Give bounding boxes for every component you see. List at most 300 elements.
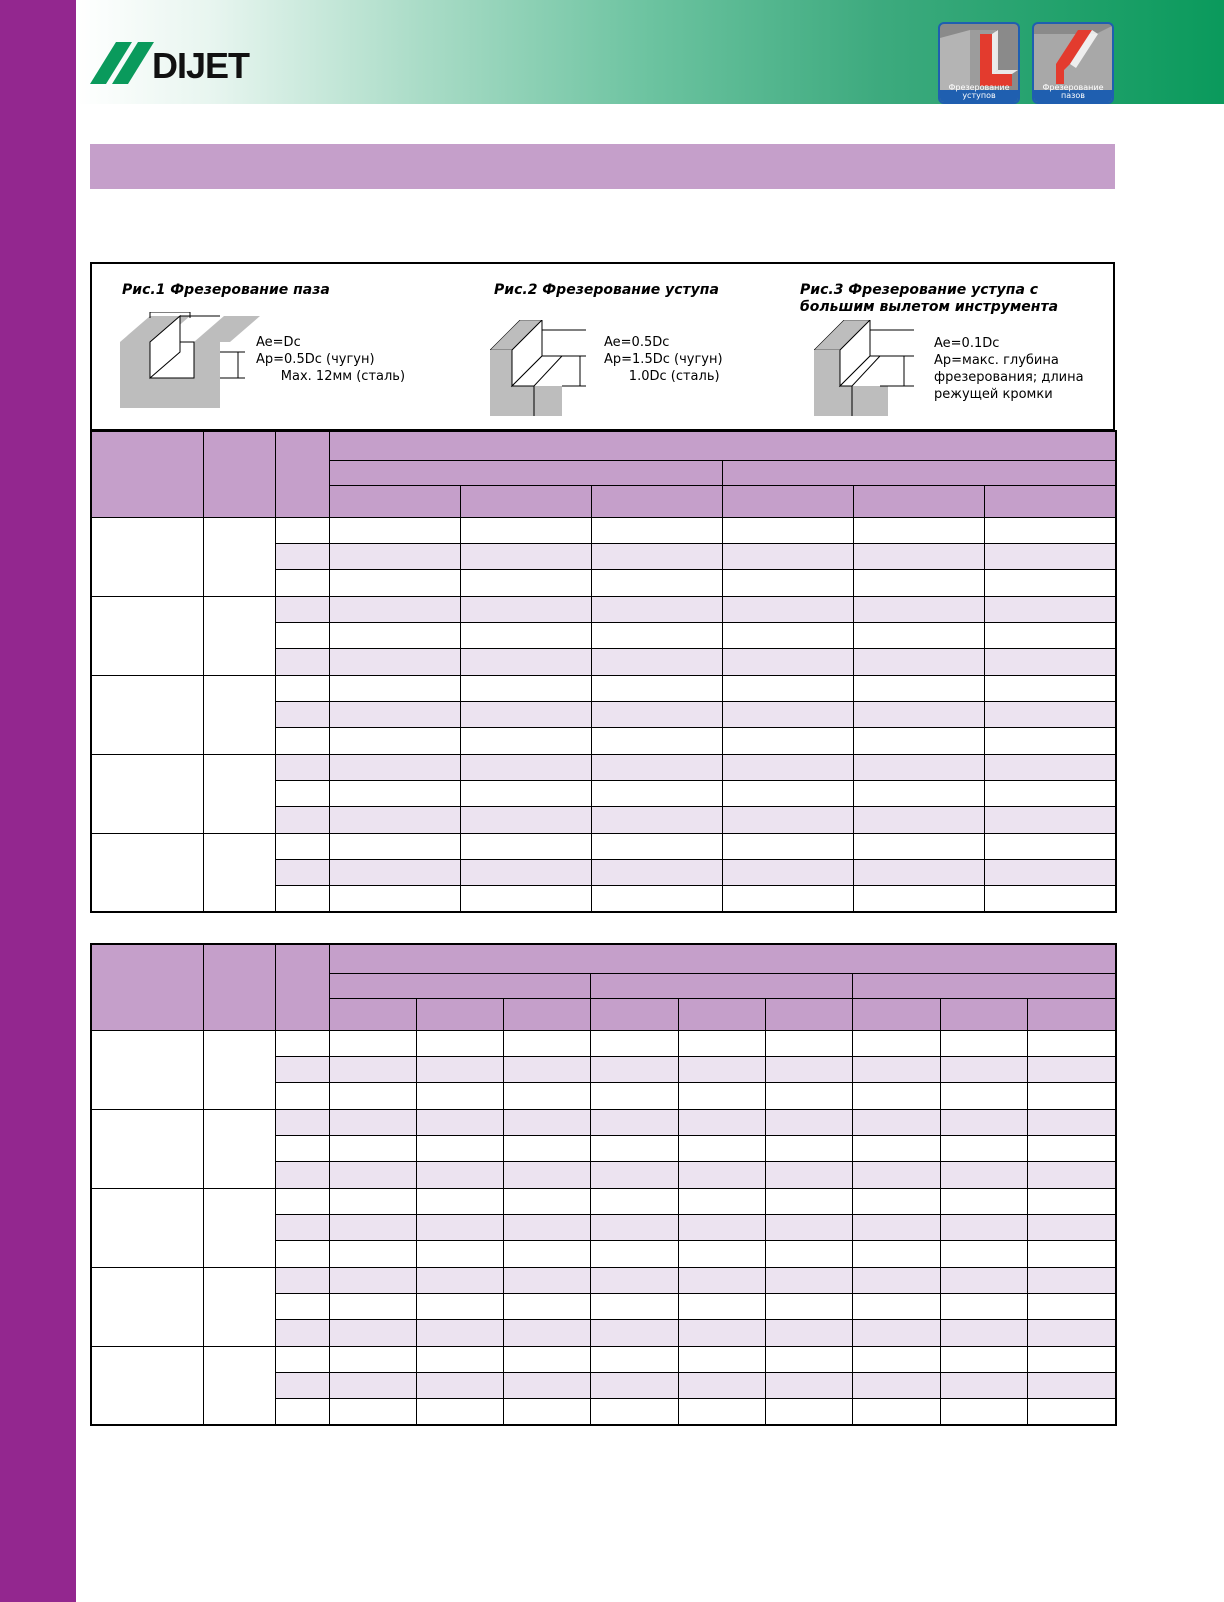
header-cell	[984, 485, 1116, 517]
table-cell	[275, 517, 329, 543]
table-body	[91, 1030, 1116, 1425]
left-color-bar	[0, 0, 76, 1602]
shoulder-milling-diagram	[490, 320, 590, 416]
group-cell	[91, 675, 203, 754]
table-cell	[852, 1188, 940, 1214]
table-cell	[984, 754, 1116, 780]
table-cell	[853, 727, 984, 754]
table-cell	[329, 1082, 416, 1109]
table-cell	[940, 1372, 1027, 1398]
cutting-conditions-table-2	[90, 943, 1117, 1426]
header-cell	[91, 944, 203, 1030]
table-cell	[853, 859, 984, 885]
table-cell	[460, 859, 591, 885]
table-cell	[460, 517, 591, 543]
table-cell	[460, 806, 591, 833]
header-cell	[852, 973, 1116, 998]
header-cell	[329, 998, 416, 1030]
table-cell	[416, 1319, 503, 1346]
table-cell	[329, 596, 460, 622]
table-cell	[275, 1109, 329, 1135]
figure-1-title: Рис.1 Фрезерование паза	[122, 282, 330, 298]
table-cell	[591, 596, 722, 622]
table-cell	[460, 754, 591, 780]
table-cell	[460, 885, 591, 912]
table-cell	[460, 543, 591, 569]
table-cell	[275, 885, 329, 912]
table-cell	[984, 517, 1116, 543]
header-cell	[590, 998, 678, 1030]
table-cell	[678, 1319, 765, 1346]
table-cell	[503, 1372, 590, 1398]
table-cell	[590, 1240, 678, 1267]
table-cell	[275, 675, 329, 701]
table-cell	[765, 1293, 852, 1319]
table-cell	[852, 1319, 940, 1346]
table-cell	[852, 1346, 940, 1372]
table-cell	[329, 1030, 416, 1056]
table-cell	[1027, 1293, 1116, 1319]
table-cell	[416, 1267, 503, 1293]
table-cell	[275, 1346, 329, 1372]
table-cell	[984, 569, 1116, 596]
figure-2-param: Ap=1.5Dc (чугун)	[604, 352, 723, 367]
table-cell	[853, 622, 984, 648]
table-cell	[275, 859, 329, 885]
table-cell	[765, 1135, 852, 1161]
table-cell	[329, 754, 460, 780]
table-cell	[590, 1109, 678, 1135]
table-cell	[852, 1214, 940, 1240]
table-cell	[853, 596, 984, 622]
table-cell	[984, 675, 1116, 701]
table-cell	[460, 622, 591, 648]
table-cell	[765, 1346, 852, 1372]
deep-shoulder-milling-diagram	[814, 320, 919, 416]
table-cell	[503, 1188, 590, 1214]
table-cell	[275, 1240, 329, 1267]
table-cell	[940, 1030, 1027, 1056]
table-cell	[329, 885, 460, 912]
header-cell	[722, 460, 1116, 485]
group-cell	[91, 1346, 203, 1425]
figure-3-param: фрезерования; длина	[934, 370, 1084, 385]
table-cell	[275, 1056, 329, 1082]
table-cell	[1027, 1214, 1116, 1240]
table-cell	[503, 1161, 590, 1188]
table-cell	[765, 1267, 852, 1293]
table-row	[91, 1188, 1116, 1214]
table-cell	[416, 1082, 503, 1109]
group-cell	[91, 596, 203, 675]
header-cell	[1027, 998, 1116, 1030]
group-cell	[203, 833, 275, 912]
table-cell	[591, 622, 722, 648]
table-cell	[984, 596, 1116, 622]
table-cell	[765, 1188, 852, 1214]
figure-1-param: Max. 12мм (сталь)	[256, 369, 406, 384]
table-cell	[722, 675, 853, 701]
table-cell	[853, 885, 984, 912]
table-cell	[275, 701, 329, 727]
figure-3-param: Ae=0.1Dc	[934, 336, 1000, 351]
header-cell	[329, 944, 1116, 973]
table-cell	[591, 517, 722, 543]
group-cell	[203, 1109, 275, 1188]
table-cell	[590, 1319, 678, 1346]
table-cell	[275, 1372, 329, 1398]
table-cell	[852, 1372, 940, 1398]
table-cell	[591, 543, 722, 569]
table-cell	[678, 1293, 765, 1319]
table-cell	[853, 648, 984, 675]
group-cell	[203, 1188, 275, 1267]
slot-milling-diagram	[120, 312, 265, 408]
table-body	[91, 517, 1116, 912]
table-cell	[722, 780, 853, 806]
header-cell	[853, 485, 984, 517]
table-cell	[1027, 1030, 1116, 1056]
header-cell	[460, 485, 591, 517]
table-cell	[329, 1188, 416, 1214]
table-cell	[275, 622, 329, 648]
table-cell	[329, 569, 460, 596]
table-cell	[503, 1319, 590, 1346]
header-cell	[329, 460, 722, 485]
table-cell	[1027, 1240, 1116, 1267]
table-row	[91, 675, 1116, 701]
table-cell	[678, 1030, 765, 1056]
table-cell	[275, 1030, 329, 1056]
table-cell	[678, 1267, 765, 1293]
table-cell	[590, 1082, 678, 1109]
table-cell	[853, 675, 984, 701]
figure-3-title: Рис.3 Фрезерование уступа с	[800, 282, 1039, 298]
table-cell	[765, 1319, 852, 1346]
table-cell	[590, 1346, 678, 1372]
table-row	[91, 596, 1116, 622]
table-cell	[984, 885, 1116, 912]
table-cell	[503, 1135, 590, 1161]
table-cell	[852, 1267, 940, 1293]
table-row	[91, 1267, 1116, 1293]
table-cell	[853, 806, 984, 833]
table-cell	[722, 833, 853, 859]
group-cell	[91, 1267, 203, 1346]
table-cell	[460, 596, 591, 622]
table-cell	[416, 1030, 503, 1056]
table-cell	[852, 1398, 940, 1425]
header-cell	[940, 998, 1027, 1030]
table-cell	[1027, 1267, 1116, 1293]
table-cell	[678, 1161, 765, 1188]
table-cell	[591, 885, 722, 912]
table-cell	[416, 1188, 503, 1214]
table-cell	[275, 543, 329, 569]
table-cell	[329, 727, 460, 754]
table-cell	[416, 1372, 503, 1398]
table-cell	[722, 543, 853, 569]
table-cell	[722, 648, 853, 675]
table-cell	[853, 701, 984, 727]
table-cell	[722, 622, 853, 648]
table-cell	[275, 1188, 329, 1214]
table-cell	[503, 1030, 590, 1056]
table-cell	[275, 833, 329, 859]
table-cell	[591, 806, 722, 833]
table-cell	[503, 1267, 590, 1293]
group-cell	[203, 1267, 275, 1346]
table-cell	[591, 569, 722, 596]
header-cell	[416, 998, 503, 1030]
table-cell	[940, 1109, 1027, 1135]
table-cell	[460, 701, 591, 727]
figure-2-title: Рис.2 Фрезерование уступа	[494, 282, 719, 298]
table-cell	[329, 1319, 416, 1346]
table-row	[91, 517, 1116, 543]
group-cell	[203, 1346, 275, 1425]
table-cell	[722, 596, 853, 622]
table-cell	[1027, 1319, 1116, 1346]
figures-box	[90, 262, 1115, 430]
table-cell	[329, 780, 460, 806]
table-cell	[275, 754, 329, 780]
table-cell	[722, 885, 853, 912]
figure-1-param: Ae=Dc	[256, 335, 301, 350]
header-cell	[329, 485, 460, 517]
table-cell	[984, 543, 1116, 569]
table-cell	[852, 1056, 940, 1082]
table-cell	[853, 754, 984, 780]
table-row	[91, 1109, 1116, 1135]
table-cell	[460, 675, 591, 701]
group-cell	[91, 1188, 203, 1267]
table-cell	[853, 517, 984, 543]
table-cell	[722, 859, 853, 885]
table-cell	[984, 727, 1116, 754]
table-cell	[275, 1161, 329, 1188]
table-cell	[940, 1056, 1027, 1082]
table-cell	[984, 780, 1116, 806]
table-cell	[940, 1267, 1027, 1293]
table-cell	[329, 1214, 416, 1240]
table-cell	[416, 1056, 503, 1082]
table-cell	[722, 517, 853, 543]
table-cell	[940, 1161, 1027, 1188]
table-cell	[329, 543, 460, 569]
header-cell	[275, 944, 329, 1030]
header-cell	[203, 944, 275, 1030]
table-cell	[416, 1293, 503, 1319]
header-cell	[852, 998, 940, 1030]
table-cell	[460, 727, 591, 754]
table-cell	[591, 648, 722, 675]
table-cell	[591, 727, 722, 754]
table-row	[91, 833, 1116, 859]
table-row	[91, 1346, 1116, 1372]
table-cell	[1027, 1346, 1116, 1372]
table-cell	[722, 727, 853, 754]
table-cell	[590, 1056, 678, 1082]
table-cell	[329, 648, 460, 675]
table-cell	[503, 1346, 590, 1372]
table-cell	[329, 1398, 416, 1425]
header-cell	[503, 998, 590, 1030]
table-cell	[1027, 1188, 1116, 1214]
table-cell	[591, 859, 722, 885]
table-cell	[940, 1188, 1027, 1214]
header-cell	[722, 485, 853, 517]
group-cell	[203, 517, 275, 596]
table-cell	[722, 569, 853, 596]
figure-3-param: Ap=макс. глубина	[934, 353, 1059, 368]
table-cell	[940, 1240, 1027, 1267]
table-cell	[984, 701, 1116, 727]
table-cell	[1027, 1109, 1116, 1135]
table-cell	[590, 1161, 678, 1188]
table-cell	[503, 1109, 590, 1135]
table-cell	[678, 1346, 765, 1372]
table-cell	[329, 1056, 416, 1082]
table-cell	[722, 806, 853, 833]
table-cell	[416, 1161, 503, 1188]
figure-1-param: Ap=0.5Dc (чугун)	[256, 352, 375, 367]
table-cell	[329, 701, 460, 727]
table-cell	[275, 1267, 329, 1293]
table-cell	[940, 1135, 1027, 1161]
table-cell	[275, 727, 329, 754]
table-cell	[722, 701, 853, 727]
table-cell	[329, 1267, 416, 1293]
table-cell	[940, 1319, 1027, 1346]
header-cell	[678, 998, 765, 1030]
table-cell	[275, 1293, 329, 1319]
table-cell	[460, 569, 591, 596]
figure-3-param: режущей кромки	[934, 387, 1053, 402]
table-cell	[275, 1214, 329, 1240]
table-cell	[852, 1030, 940, 1056]
figure-2-param: 1.0Dc (сталь)	[604, 369, 720, 384]
table-cell	[416, 1135, 503, 1161]
table-cell	[416, 1109, 503, 1135]
group-cell	[91, 517, 203, 596]
cutting-conditions-table-1	[90, 430, 1117, 913]
table-cell	[329, 1346, 416, 1372]
table-cell	[940, 1082, 1027, 1109]
table-cell	[460, 833, 591, 859]
table-cell	[984, 622, 1116, 648]
table-cell	[940, 1214, 1027, 1240]
table-cell	[590, 1372, 678, 1398]
table-cell	[765, 1056, 852, 1082]
table-cell	[765, 1030, 852, 1056]
table-cell	[765, 1240, 852, 1267]
table-cell	[329, 833, 460, 859]
table-cell	[940, 1293, 1027, 1319]
logo-text: DIJET	[152, 45, 250, 86]
table-cell	[590, 1398, 678, 1425]
group-cell	[91, 754, 203, 833]
table-cell	[1027, 1161, 1116, 1188]
table-cell	[329, 1109, 416, 1135]
table-cell	[765, 1398, 852, 1425]
table-cell	[765, 1214, 852, 1240]
table-cell	[275, 780, 329, 806]
table-cell	[984, 648, 1116, 675]
table-cell	[590, 1135, 678, 1161]
group-cell	[203, 596, 275, 675]
group-cell	[203, 675, 275, 754]
figure-2-param: Ae=0.5Dc	[604, 335, 670, 350]
table-cell	[852, 1109, 940, 1135]
table-cell	[678, 1398, 765, 1425]
group-cell	[91, 1030, 203, 1109]
table-cell	[591, 780, 722, 806]
table-cell	[678, 1109, 765, 1135]
table-cell	[940, 1346, 1027, 1372]
table-cell	[329, 1293, 416, 1319]
table-cell	[678, 1214, 765, 1240]
table-cell	[590, 1293, 678, 1319]
table-cell	[1027, 1398, 1116, 1425]
table-cell	[1027, 1082, 1116, 1109]
table-cell	[329, 1372, 416, 1398]
group-cell	[91, 1109, 203, 1188]
table-cell	[984, 806, 1116, 833]
table-cell	[678, 1188, 765, 1214]
table-cell	[852, 1161, 940, 1188]
group-cell	[203, 754, 275, 833]
shoulder-milling-badge	[938, 22, 1020, 104]
table-cell	[591, 701, 722, 727]
table-cell	[329, 622, 460, 648]
table-cell	[852, 1082, 940, 1109]
table-cell	[275, 1082, 329, 1109]
table-cell	[678, 1056, 765, 1082]
table-cell	[984, 859, 1116, 885]
table-cell	[329, 806, 460, 833]
table-cell	[1027, 1372, 1116, 1398]
table-cell	[416, 1398, 503, 1425]
table-cell	[678, 1082, 765, 1109]
table-cell	[503, 1398, 590, 1425]
table-cell	[591, 675, 722, 701]
group-cell	[91, 833, 203, 912]
figure-3-title: большим вылетом инструмента	[800, 299, 1059, 315]
table-cell	[678, 1135, 765, 1161]
table-cell	[1027, 1056, 1116, 1082]
table-cell	[590, 1188, 678, 1214]
table-cell	[275, 806, 329, 833]
table-cell	[678, 1240, 765, 1267]
table-cell	[329, 517, 460, 543]
table-cell	[329, 1240, 416, 1267]
section-title-band	[90, 144, 1115, 189]
table-cell	[852, 1135, 940, 1161]
table-cell	[853, 569, 984, 596]
table-cell	[329, 1161, 416, 1188]
table-cell	[329, 1135, 416, 1161]
table-row	[91, 1030, 1116, 1056]
table-row	[91, 754, 1116, 780]
table-cell	[503, 1214, 590, 1240]
header-cell	[591, 485, 722, 517]
table-cell	[503, 1082, 590, 1109]
table-cell	[275, 1135, 329, 1161]
table-cell	[275, 1398, 329, 1425]
table-cell	[329, 675, 460, 701]
header-cell	[275, 431, 329, 517]
